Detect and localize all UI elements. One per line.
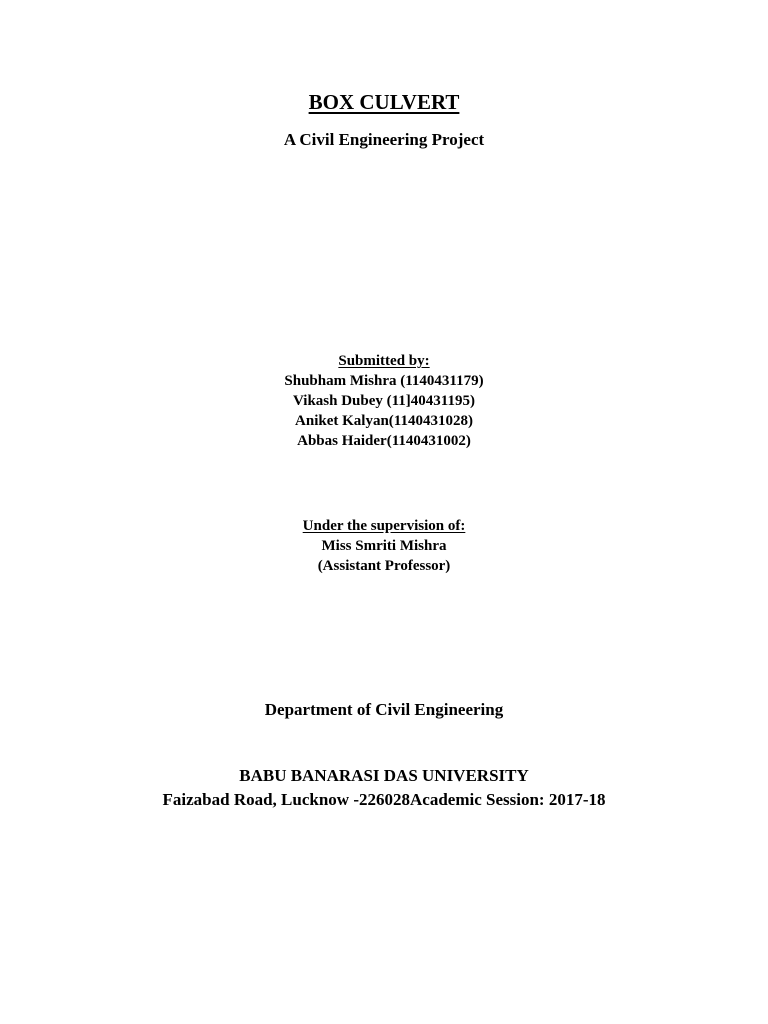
document-subtitle: A Civil Engineering Project (283, 130, 485, 149)
team-member: Shubham Mishra (1140431179) (284, 373, 484, 389)
team-member: Vikash Dubey (11]40431195) (293, 393, 475, 409)
supervisor-role: (Assistant Professor) (317, 558, 451, 574)
university-address: Faizabad Road, Lucknow -226028Academic Session: 2017-18 (162, 790, 606, 809)
team-member: Aniket Kalyan(1140431028) (295, 413, 473, 429)
supervisor-name: Miss Smriti Mishra (321, 538, 447, 554)
university-name: BABU BANARASI DAS UNIVERSITY (239, 766, 529, 785)
submitted-by-heading: Submitted by: (338, 353, 430, 369)
supervision-heading: Under the supervision of: (302, 518, 466, 534)
team-member: Abbas Haider(1140431002) (297, 433, 471, 449)
department-name: Department of Civil Engineering (264, 700, 504, 719)
document-title: BOX CULVERT (308, 90, 460, 114)
